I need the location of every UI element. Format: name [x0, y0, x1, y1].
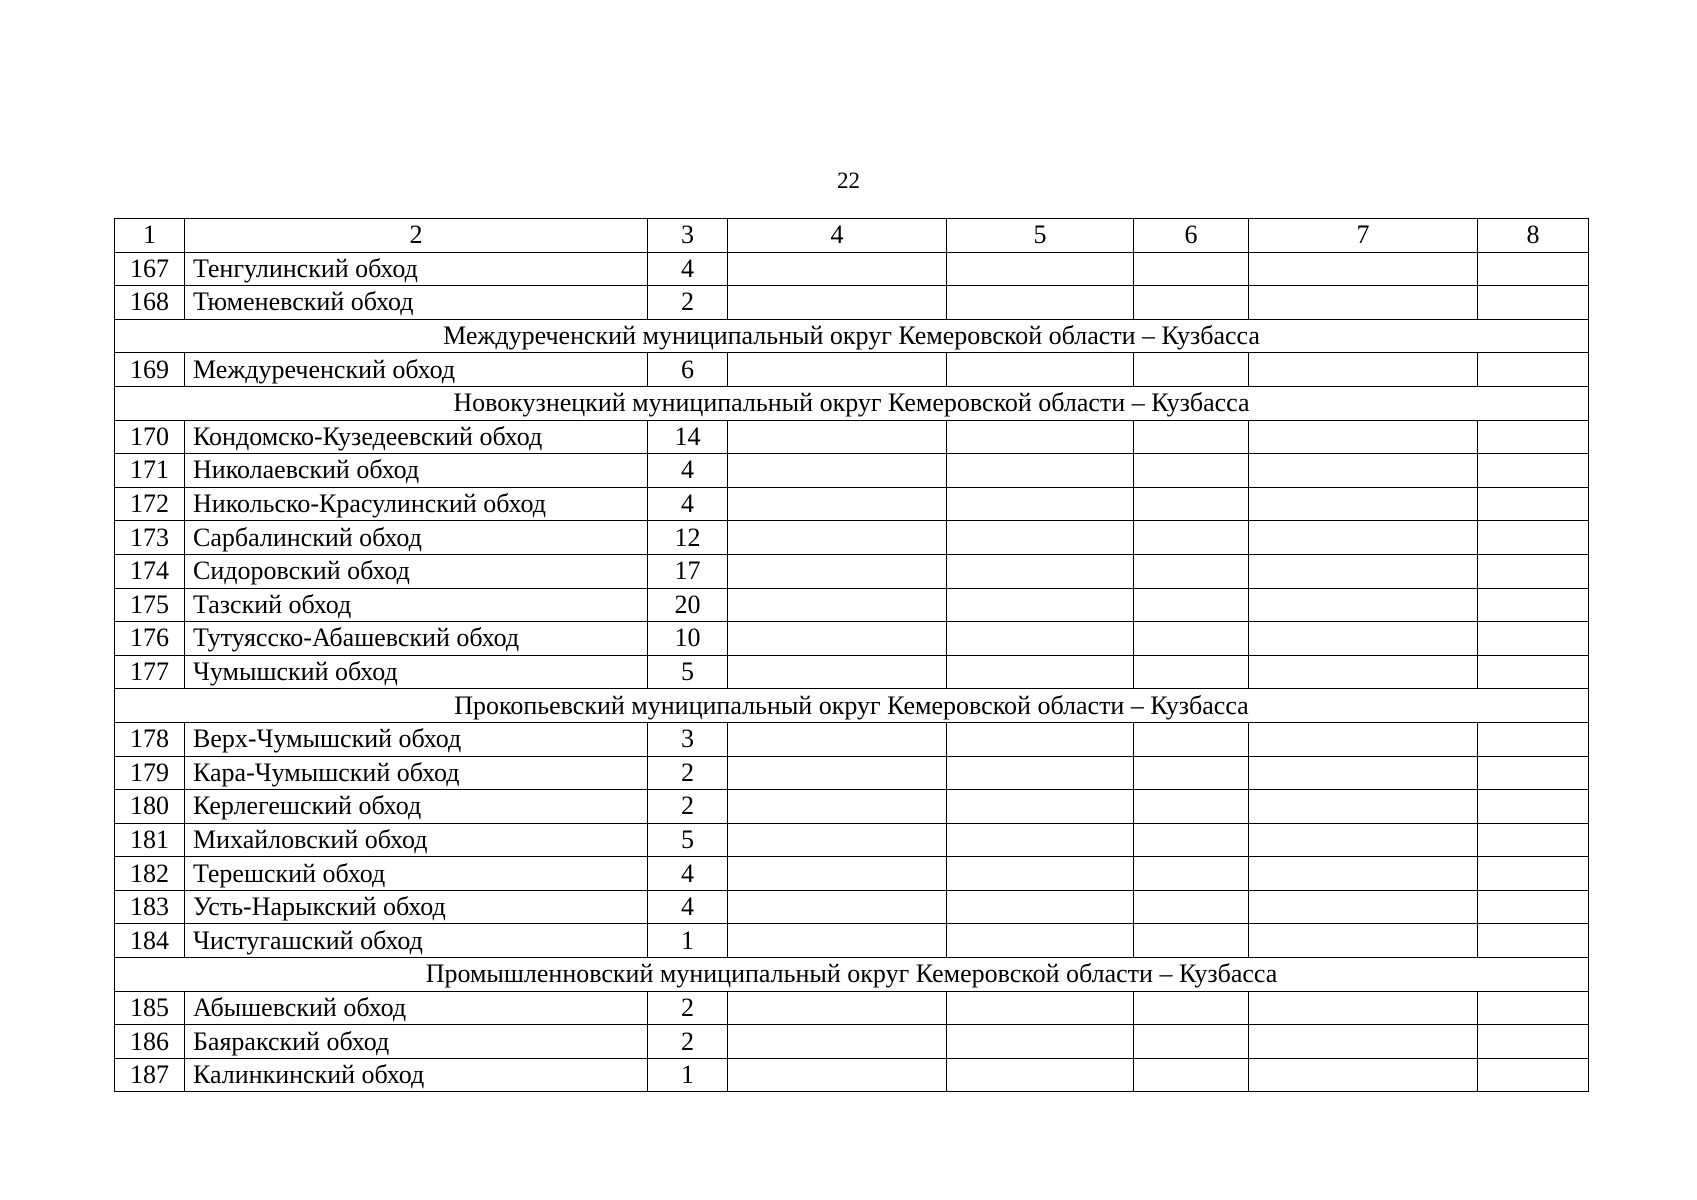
empty-cell — [1134, 790, 1249, 824]
table-row — [115, 924, 1589, 958]
empty-cell — [1134, 890, 1249, 924]
empty-cell — [1134, 286, 1249, 320]
empty-cell — [1478, 588, 1589, 622]
empty-cell — [1134, 722, 1249, 756]
row-name: Сарбалинский обход — [185, 521, 648, 555]
row-value: 2 — [648, 991, 728, 1025]
row-name: Николаевский обход — [185, 454, 648, 488]
data-table — [114, 218, 1589, 1092]
empty-cell — [1249, 790, 1478, 824]
table-row — [115, 1025, 1589, 1059]
empty-cell — [1478, 286, 1589, 320]
empty-cell — [947, 286, 1134, 320]
header-row — [115, 219, 1589, 253]
table-row — [115, 857, 1589, 891]
empty-cell — [947, 622, 1134, 656]
empty-cell — [1249, 353, 1478, 387]
empty-cell — [1249, 622, 1478, 656]
row-value: 17 — [648, 554, 728, 588]
empty-cell — [728, 756, 947, 790]
row-value: 5 — [648, 823, 728, 857]
section-row — [115, 319, 1589, 353]
header-cell-6: 6 — [1134, 219, 1249, 253]
row-name: Чистугашский обход — [185, 924, 648, 958]
row-name: Керлегешский обход — [185, 790, 648, 824]
row-value: 3 — [648, 722, 728, 756]
table-row — [115, 454, 1589, 488]
empty-cell — [1249, 487, 1478, 521]
table-row — [115, 756, 1589, 790]
table-row — [115, 722, 1589, 756]
empty-cell — [1478, 722, 1589, 756]
empty-cell — [947, 1025, 1134, 1059]
empty-cell — [1249, 756, 1478, 790]
header-cell-7: 7 — [1249, 219, 1478, 253]
row-number: 185 — [115, 991, 185, 1025]
empty-cell — [728, 790, 947, 824]
empty-cell — [728, 991, 947, 1025]
empty-cell — [947, 924, 1134, 958]
row-value: 10 — [648, 622, 728, 656]
empty-cell — [728, 521, 947, 555]
empty-cell — [728, 454, 947, 488]
empty-cell — [1249, 823, 1478, 857]
table-row — [115, 420, 1589, 454]
empty-cell — [1478, 924, 1589, 958]
row-name: Усть-Нарыкский обход — [185, 890, 648, 924]
empty-cell — [1134, 487, 1249, 521]
row-value: 4 — [648, 487, 728, 521]
row-number: 182 — [115, 857, 185, 891]
table-row — [115, 991, 1589, 1025]
empty-cell — [1134, 353, 1249, 387]
page-number: 22 — [837, 168, 860, 193]
empty-cell — [1478, 487, 1589, 521]
empty-cell — [728, 655, 947, 689]
empty-cell — [1478, 252, 1589, 286]
row-name: Чумышский обход — [185, 655, 648, 689]
empty-cell — [1134, 991, 1249, 1025]
empty-cell — [1249, 655, 1478, 689]
table-row — [115, 655, 1589, 689]
row-value: 4 — [648, 890, 728, 924]
empty-cell — [947, 420, 1134, 454]
table-body — [115, 219, 1589, 1092]
empty-cell — [947, 554, 1134, 588]
row-number: 177 — [115, 655, 185, 689]
row-name: Никольско-Красулинский обход — [185, 487, 648, 521]
empty-cell — [1249, 1025, 1478, 1059]
empty-cell — [1478, 655, 1589, 689]
empty-cell — [728, 622, 947, 656]
empty-cell — [1249, 420, 1478, 454]
empty-cell — [947, 857, 1134, 891]
empty-cell — [1134, 454, 1249, 488]
empty-cell — [728, 252, 947, 286]
empty-cell — [1478, 756, 1589, 790]
row-name: Междуреченский обход — [185, 353, 648, 387]
empty-cell — [1249, 454, 1478, 488]
row-number: 174 — [115, 554, 185, 588]
section-row — [115, 958, 1589, 992]
row-value: 12 — [648, 521, 728, 555]
row-number: 187 — [115, 1058, 185, 1092]
empty-cell — [1478, 857, 1589, 891]
empty-cell — [728, 353, 947, 387]
empty-cell — [947, 521, 1134, 555]
row-value: 6 — [648, 353, 728, 387]
empty-cell — [1478, 420, 1589, 454]
empty-cell — [1249, 924, 1478, 958]
empty-cell — [1249, 722, 1478, 756]
row-number: 169 — [115, 353, 185, 387]
section-title: Прокопьевский муниципальный округ Кемеровской области – Кузбасса — [115, 689, 1589, 723]
section-title: Новокузнецкий муниципальный округ Кемеровской области – Кузбасса — [115, 386, 1589, 420]
empty-cell — [728, 722, 947, 756]
empty-cell — [1478, 554, 1589, 588]
row-value: 4 — [648, 252, 728, 286]
row-number: 179 — [115, 756, 185, 790]
table-row — [115, 790, 1589, 824]
empty-cell — [1249, 252, 1478, 286]
section-row — [115, 689, 1589, 723]
empty-cell — [728, 588, 947, 622]
header-cell-1: 1 — [115, 219, 185, 253]
empty-cell — [728, 487, 947, 521]
empty-cell — [1478, 353, 1589, 387]
empty-cell — [947, 353, 1134, 387]
empty-cell — [1134, 521, 1249, 555]
empty-cell — [1134, 1025, 1249, 1059]
row-name: Сидоровский обход — [185, 554, 648, 588]
empty-cell — [947, 722, 1134, 756]
row-value: 5 — [648, 655, 728, 689]
table-row — [115, 622, 1589, 656]
row-name: Калинкинский обход — [185, 1058, 648, 1092]
row-number: 180 — [115, 790, 185, 824]
table-row — [115, 554, 1589, 588]
empty-cell — [1249, 991, 1478, 1025]
empty-cell — [1134, 1058, 1249, 1092]
row-name: Баяракский обход — [185, 1025, 648, 1059]
empty-cell — [947, 454, 1134, 488]
table-row — [115, 286, 1589, 320]
row-value: 2 — [648, 1025, 728, 1059]
row-name: Верх-Чумышский обход — [185, 722, 648, 756]
empty-cell — [947, 756, 1134, 790]
empty-cell — [1478, 790, 1589, 824]
empty-cell — [1478, 1025, 1589, 1059]
header-cell-2: 2 — [185, 219, 648, 253]
empty-cell — [947, 991, 1134, 1025]
empty-cell — [1134, 655, 1249, 689]
header-cell-4: 4 — [728, 219, 947, 253]
empty-cell — [947, 588, 1134, 622]
row-value: 4 — [648, 454, 728, 488]
row-name: Кара-Чумышский обход — [185, 756, 648, 790]
empty-cell — [947, 655, 1134, 689]
row-name: Абышевский обход — [185, 991, 648, 1025]
table-row — [115, 487, 1589, 521]
empty-cell — [1478, 622, 1589, 656]
empty-cell — [1249, 588, 1478, 622]
section-title: Междуреченский муниципальный округ Кемеровской области – Кузбасса — [115, 319, 1589, 353]
row-number: 170 — [115, 420, 185, 454]
row-value: 1 — [648, 1058, 728, 1092]
empty-cell — [1134, 622, 1249, 656]
empty-cell — [1249, 890, 1478, 924]
header-cell-3: 3 — [648, 219, 728, 253]
empty-cell — [947, 890, 1134, 924]
empty-cell — [1134, 924, 1249, 958]
empty-cell — [1249, 857, 1478, 891]
row-name: Михайловский обход — [185, 823, 648, 857]
empty-cell — [1478, 823, 1589, 857]
table-row — [115, 521, 1589, 555]
empty-cell — [728, 823, 947, 857]
empty-cell — [728, 924, 947, 958]
section-row — [115, 386, 1589, 420]
empty-cell — [1478, 890, 1589, 924]
row-value: 2 — [648, 790, 728, 824]
row-number: 167 — [115, 252, 185, 286]
empty-cell — [1134, 823, 1249, 857]
empty-cell — [1249, 554, 1478, 588]
empty-cell — [1249, 521, 1478, 555]
row-number: 184 — [115, 924, 185, 958]
empty-cell — [1249, 1058, 1478, 1092]
table-row — [115, 823, 1589, 857]
row-value: 4 — [648, 857, 728, 891]
empty-cell — [1134, 420, 1249, 454]
table-row — [115, 1058, 1589, 1092]
row-number: 173 — [115, 521, 185, 555]
row-name: Тенгулинский обход — [185, 252, 648, 286]
row-number: 181 — [115, 823, 185, 857]
empty-cell — [1478, 991, 1589, 1025]
table-row — [115, 890, 1589, 924]
empty-cell — [947, 790, 1134, 824]
row-name: Тюменевский обход — [185, 286, 648, 320]
empty-cell — [1478, 454, 1589, 488]
row-number: 168 — [115, 286, 185, 320]
row-value: 14 — [648, 420, 728, 454]
empty-cell — [947, 252, 1134, 286]
row-number: 176 — [115, 622, 185, 656]
row-number: 171 — [115, 454, 185, 488]
row-value: 2 — [648, 286, 728, 320]
row-value: 20 — [648, 588, 728, 622]
empty-cell — [1249, 286, 1478, 320]
row-name: Тутуясско-Абашевский обход — [185, 622, 648, 656]
row-number: 178 — [115, 722, 185, 756]
row-number: 183 — [115, 890, 185, 924]
empty-cell — [728, 857, 947, 891]
empty-cell — [728, 286, 947, 320]
empty-cell — [728, 1058, 947, 1092]
empty-cell — [1478, 1058, 1589, 1092]
row-number: 186 — [115, 1025, 185, 1059]
row-name: Тазский обход — [185, 588, 648, 622]
empty-cell — [947, 823, 1134, 857]
header-cell-8: 8 — [1478, 219, 1589, 253]
empty-cell — [728, 1025, 947, 1059]
empty-cell — [947, 487, 1134, 521]
table-row — [115, 252, 1589, 286]
row-name: Терешский обход — [185, 857, 648, 891]
table-row — [115, 353, 1589, 387]
table-row — [115, 588, 1589, 622]
empty-cell — [1134, 756, 1249, 790]
row-name: Кондомско-Кузедеевский обход — [185, 420, 648, 454]
empty-cell — [1134, 588, 1249, 622]
section-title: Промышленновский муниципальный округ Кемеровской области – Кузбасса — [115, 958, 1589, 992]
empty-cell — [1134, 857, 1249, 891]
header-cell-5: 5 — [947, 219, 1134, 253]
empty-cell — [1478, 521, 1589, 555]
empty-cell — [728, 890, 947, 924]
empty-cell — [728, 554, 947, 588]
row-number: 175 — [115, 588, 185, 622]
empty-cell — [1134, 252, 1249, 286]
row-value: 1 — [648, 924, 728, 958]
empty-cell — [1134, 554, 1249, 588]
empty-cell — [947, 1058, 1134, 1092]
row-number: 172 — [115, 487, 185, 521]
empty-cell — [728, 420, 947, 454]
row-value: 2 — [648, 756, 728, 790]
